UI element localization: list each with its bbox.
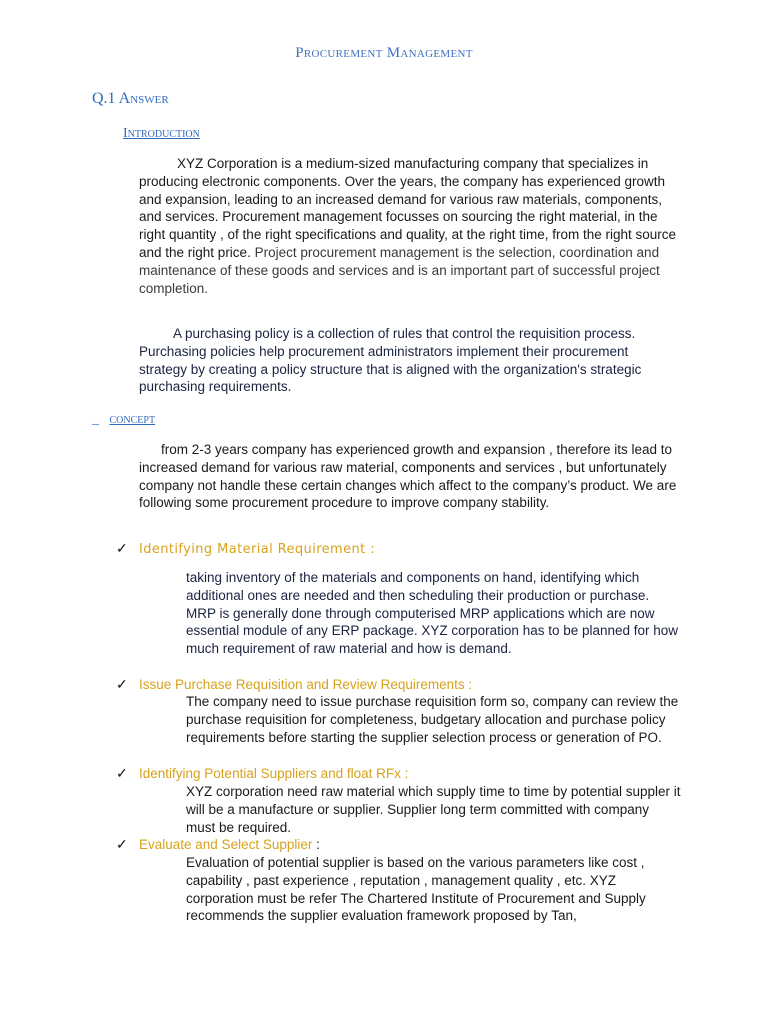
bullet-item-material-requirement <box>116 540 375 557</box>
intro-paragraph-1 <box>139 155 679 297</box>
checkmark-icon: ✓ <box>116 765 128 781</box>
bullet-item-evaluate-supplier <box>116 836 320 853</box>
bullet-text: The company need to issue purchase requisition form so, company can review the purchase requisition for completeness, budgetary allocation and purchase policy requirements before starting the supplier selection process or generation of PO. <box>186 694 679 745</box>
bullet-heading: Evaluate and Select Supplier <box>139 837 313 852</box>
bullet-text: XYZ corporation need raw material which supply time to time by potential suppler it will be a manufacture or supplier. Supplier long term committed with company must be required. <box>186 784 681 835</box>
intro-paragraph-2: A purchasing policy is a collection of rules that control the requisition process. Purchasing policies help procurement administrators implement their procurement strategy by creating a policy structure that is aligned with the organization's strategic purchasing requirements. <box>139 326 642 395</box>
bullet-heading-suffix: : <box>312 837 320 852</box>
bullet-item-purchase-requisition <box>116 676 472 693</box>
checkmark-icon: ✓ <box>116 836 128 852</box>
bullet-text: taking inventory of the materials and components on hand, identifying which additional ones are needed and then scheduling their production or purchase. MRP is generally done through computerised MRP applications which are now essential module of any ERP package. XYZ corporation has to be planned for how much requirement of raw material and how is demand. <box>186 570 679 657</box>
document-title: Procurement Management <box>295 45 473 61</box>
checkmark-icon: ✓ <box>116 540 128 556</box>
intro-paragraph-1-part-b: Project procurement management is the selection, coordination and maintenance of these goods and services and is an important part of successful project completion. <box>139 244 660 296</box>
concept-paragraph: from 2-3 years company has experienced growth and expansion , therefore its lead to increased demand for various raw material, components and services , but unfortunately company not handle these certain changes which affect to the company’s product. We are following some procurement procedure to improve company stability. <box>139 442 677 511</box>
bullet-item-potential-suppliers <box>116 765 408 782</box>
concept-prefix: _ <box>92 412 110 427</box>
question-heading: Q.1 Answer <box>92 90 169 107</box>
checkmark-icon: ✓ <box>116 676 128 692</box>
bullet-heading: Identifying Material Requirement : <box>139 542 375 557</box>
bullet-text: Evaluation of potential supplier is based on the various parameters like cost , capability , past experience , reputation , management quality , etc. XYZ corporation must be refer The Chartered Institute of Procurement and Supply recommends the supplier evaluation framework proposed by Tan, <box>186 855 646 924</box>
bullet-heading: Issue Purchase Requisition and Review Requirements : <box>139 677 473 692</box>
intro-paragraph-1-part-a: XYZ Corporation is a medium-sized manufacturing company that specializes in producing electronic components. Over the years, the company has experienced growth and expansion, leading to an increased demand for various raw materials, components, and services. Procurement management focusses on sourcing the right material, in the right quantity , of the right specifications and quality, at the right time, from the right source and the right price. <box>139 156 677 260</box>
concept-heading <box>92 412 155 428</box>
introduction-heading: Introduction <box>123 126 200 141</box>
concept-heading-label: concept <box>109 412 156 427</box>
bullet-heading: Identifying Potential Suppliers and float RFx : <box>139 766 409 781</box>
